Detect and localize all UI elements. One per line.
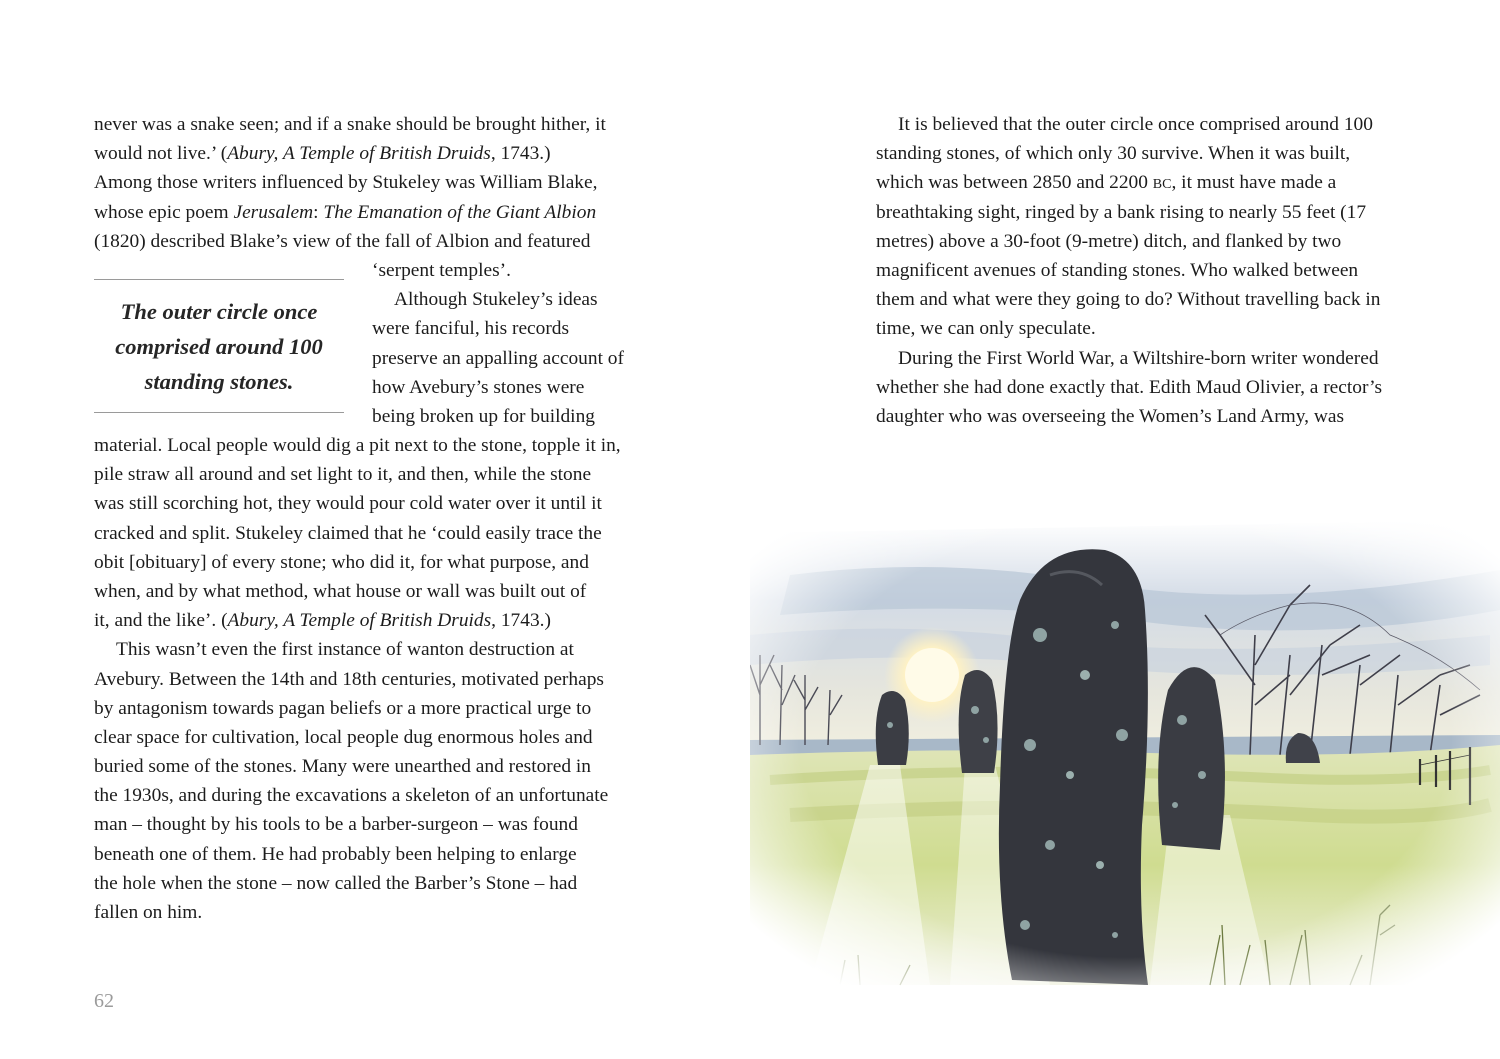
text-line: whose epic poem Jerusalem: The Emanation of the Giant Albion — [94, 201, 597, 223]
text-line: whether she had done exactly that. Edith Maud Olivier, a rector’s — [876, 376, 1383, 398]
text-line: man – thought by his tools to be a barber-surgeon – was found — [94, 814, 578, 836]
era-abbreviation: bc — [1152, 172, 1172, 194]
text-line: It is believed that the outer circle once comprised around 100 — [898, 114, 1373, 135]
text-line: magnificent avenues of standing stones. Who walked between — [876, 259, 1359, 281]
text-line: how Avebury’s stones were — [372, 376, 585, 398]
pull-quote — [94, 279, 344, 413]
text-line: Avebury. Between the 14th and 18th centuries, motivated perhaps — [94, 668, 604, 690]
text-line: ‘serpent temples’. — [372, 260, 511, 281]
text-line: metres) above a 30-foot (9-metre) ditch, and flanked by two — [876, 230, 1342, 252]
text-line: would not live.’ (Abury, A Temple of British Druids, 1743.) — [94, 143, 551, 165]
text-line: beneath one of them. He had probably been helping to enlarge — [94, 843, 577, 865]
book-title: The Emanation of the Giant Albion — [323, 201, 597, 223]
text-line: fallen on him. — [94, 902, 203, 923]
text-line: which was between 2850 and 2200 bc, it must have made a — [876, 172, 1337, 194]
text-line: was still scorching hot, they would pour cold water over it until it — [94, 493, 602, 515]
text-line: them and what were they going to do? Without travelling back in — [876, 289, 1381, 311]
text-line: daughter who was overseeing the Women’s Land Army, was — [876, 405, 1345, 427]
left-wrap-text — [372, 256, 642, 431]
text-line: time, we can only speculate. — [876, 318, 1096, 340]
text-line: the hole when the stone – now called the Barber’s Stone – had — [94, 872, 578, 894]
pull-quote-line: The outer circle once — [120, 298, 318, 324]
text-line: when, and by what method, what house or wall was built out of — [94, 580, 587, 602]
vignette — [750, 515, 1500, 1015]
text-line: pile straw all around and set light to it, and then, while the stone — [94, 464, 592, 486]
text-line: obit [obituary] of every stone; who did it, for what purpose, and — [94, 551, 589, 573]
text-line: buried some of the stones. Many were unearthed and restored in — [94, 756, 591, 778]
text-line: cracked and split. Stukeley claimed that he ‘could easily trace the — [94, 522, 602, 544]
text-line: clear space for cultivation, local people dug enormous holes and — [94, 726, 593, 748]
text-line: being broken up for building — [372, 405, 595, 427]
text-line: never was a snake seen; and if a snake should be brought hither, it — [94, 114, 606, 135]
text-line: breathtaking sight, ringed by a bank rising to nearly 55 feet (17 — [876, 201, 1367, 223]
text-line: This wasn’t even the first instance of wanton destruction at — [116, 639, 574, 661]
text-line: material. Local people would dig a pit next to the stone, topple it in, — [94, 435, 621, 456]
left-bottom-text — [94, 431, 639, 927]
text-line: it, and the like’. (Abury, A Temple of British Druids, 1743.) — [94, 610, 551, 632]
page-number: 62 — [94, 990, 114, 1012]
book-title: Abury, A Temple of British Druids — [227, 143, 491, 165]
right-page — [750, 0, 1500, 1059]
text-line: were fanciful, his records — [372, 318, 570, 340]
text-line: Among those writers influenced by Stukeley was William Blake, — [94, 172, 598, 194]
pull-quote-line: standing stones. — [144, 368, 294, 394]
text-line: (1820) described Blake’s view of the fall of Albion and featured — [94, 230, 591, 252]
book-title: Jerusalem — [233, 201, 314, 223]
text-line: Although Stukeley’s ideas — [394, 289, 598, 311]
text-line: by antagonism towards pagan beliefs or a more practical urge to — [94, 697, 592, 719]
pull-quote-line: comprised around 100 — [115, 333, 323, 359]
text-line: standing stones, of which only 30 survive. When it was built, — [876, 143, 1351, 165]
text-line: the 1930s, and during the excavations a skeleton of an unfortunate — [94, 785, 609, 807]
text-line: During the First World War, a Wiltshire-born writer wondered — [898, 347, 1379, 369]
standing-stones-illustration — [750, 515, 1500, 1015]
right-text — [876, 110, 1416, 431]
book-title: Abury, A Temple of British Druids — [227, 610, 492, 632]
text-line: preserve an appalling account of — [372, 347, 624, 369]
left-top-text — [94, 110, 634, 256]
